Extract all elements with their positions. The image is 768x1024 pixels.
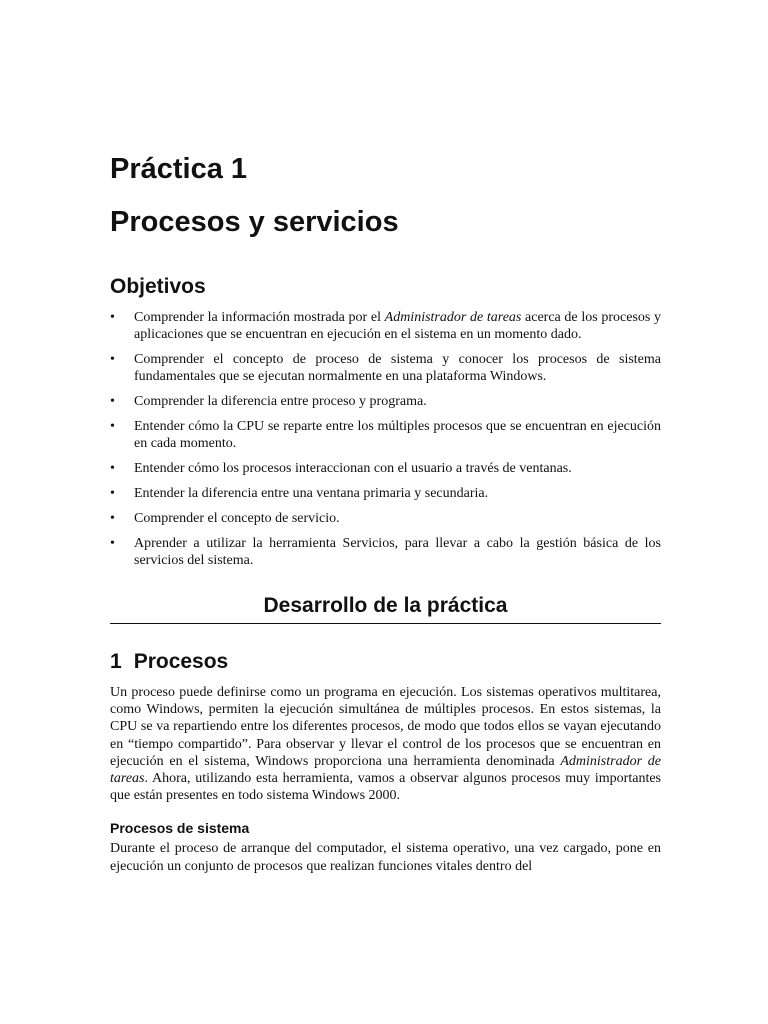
objectives-list <box>110 309 661 569</box>
bullet-icon: • <box>110 486 115 501</box>
objective-item <box>110 351 661 385</box>
chapter-title: Procesos y servicios <box>110 206 399 238</box>
objective-text: Entender cómo los procesos interaccionan con el usuario a través de ventanas. <box>134 461 572 476</box>
subsection-paragraph: Durante el proceso de arranque del computador, el sistema operativo, una vez cargado, pone en ejecución un conjunto de procesos que realizan funciones vitales dentro del <box>110 841 661 874</box>
objective-text: Comprender la diferencia entre proceso y programa. <box>134 394 427 409</box>
objectives-heading: Objetivos <box>110 275 206 298</box>
bullet-icon: • <box>110 461 115 476</box>
section-heading <box>110 649 661 675</box>
paragraph-text-end: . Ahora, utilizando esta herramienta, vamos a observar algunos procesos muy importantes que están presentes en todo sistema Windows 2000. <box>110 771 661 804</box>
bullet-icon: • <box>110 511 115 526</box>
objective-item <box>110 485 661 502</box>
section-paragraph <box>110 684 661 804</box>
objective-emphasis: Administrador de tareas <box>384 310 522 325</box>
bullet-icon: • <box>110 352 115 367</box>
development-banner <box>110 593 661 624</box>
bullet-icon: • <box>110 310 115 325</box>
section-title: Procesos <box>133 650 229 673</box>
section-number: 1 <box>110 650 122 673</box>
objective-item <box>110 460 661 477</box>
objective-item <box>110 309 661 343</box>
bullet-icon: • <box>110 536 115 551</box>
objective-text: Comprender la información mostrada por el <box>134 310 385 325</box>
paragraph-emphasis: Administrador de tareas <box>110 753 662 787</box>
bullet-icon: • <box>110 419 115 434</box>
objective-item <box>110 510 661 527</box>
objective-text: Entender cómo la CPU se reparte entre los múltiples procesos que se encuentran en ejecución en cada momento. <box>134 419 661 451</box>
subsection-heading: Procesos de sistema <box>110 820 250 837</box>
objective-text-end: acerca de los procesos y aplicaciones que se encuentran en ejecución en el sistema en un momento dado. <box>134 310 661 342</box>
chapter-number: Práctica 1 <box>110 153 248 185</box>
objective-text: Aprender a utilizar la herramienta Servicios, para llevar a cabo la gestión básica de los servicios del sistema. <box>134 536 661 568</box>
objective-text: Comprender el concepto de servicio. <box>134 511 340 526</box>
objective-item <box>110 393 661 410</box>
paragraph-text: Un proceso puede definirse como un programa en ejecución. Los sistemas operativos multitarea, como Windows, permiten la ejecución simultánea de múltiples procesos. En estos sistemas, la CPU se va repartiendo entre los diferentes procesos, de modo que todos ellos se vayan ejecutando en “tiempo compartido”. Para observar y llevar el control de los procesos que se encuentran en ejecución en el sistema, Windows proporciona una herramienta denominada <box>110 685 661 769</box>
objective-item <box>110 535 661 569</box>
objective-item <box>110 418 661 452</box>
development-heading: Desarrollo de la práctica <box>263 594 508 617</box>
objective-text: Entender la diferencia entre una ventana primaria y secundaria. <box>134 486 489 501</box>
objective-text: Comprender el concepto de proceso de sistema y conocer los procesos de sistema fundamentales que se ejecutan normalmente en una plataforma Windows. <box>134 352 661 384</box>
bullet-icon: • <box>110 394 115 409</box>
